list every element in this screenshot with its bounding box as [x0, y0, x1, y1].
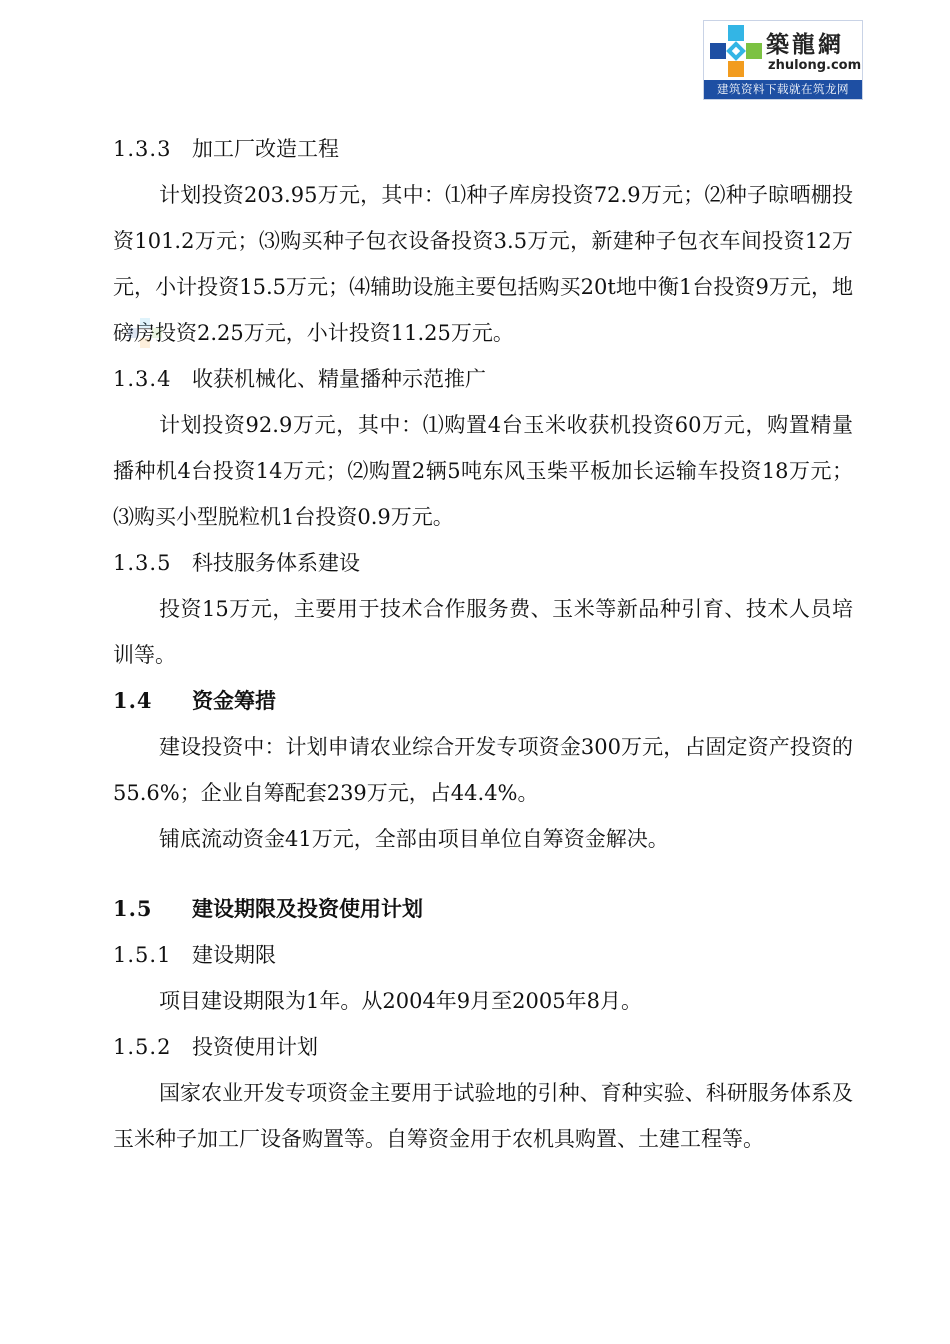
- section-number: 1.5.1: [113, 943, 172, 967]
- logo-slogan: 建筑资料下载就在筑龙网: [704, 80, 862, 99]
- logo-domain: zhulong.com: [768, 58, 862, 73]
- section-heading-1-3-3: [113, 126, 853, 172]
- section-heading-1-4: [113, 678, 853, 724]
- section-number: 1.3.5: [113, 551, 172, 575]
- paragraph-tech-service: 投资15万元，主要用于技术合作服务费、玉米等新品种引育、技术人员培训等。: [113, 597, 853, 667]
- section-heading-1-3-5: [113, 540, 853, 586]
- paragraph-funding-2: 铺底流动资金41万元，全部由项目单位自筹资金解决。: [159, 827, 669, 851]
- spacer: [113, 862, 853, 886]
- watermark-icon: [118, 318, 178, 348]
- paragraph-funding-1: 建设投资中：计划申请农业综合开发专项资金300万元，占固定资产投资的55.6%；企业自筹配套239万元，占44.4%。: [113, 735, 853, 805]
- section-title: 加工厂改造工程: [192, 137, 339, 161]
- paragraph-harvest-mechanization: 计划投资92.9万元，其中：⑴购置4台玉米收获机投资60万元，购置精量播种机4台投资14万元；⑵购置2辆5吨东风玉柴平板加长运输车投资18万元；⑶购买小型脱粒机1台投资0.9万元。: [113, 413, 853, 529]
- section-number: 1.4: [113, 688, 153, 713]
- paragraph-processing-plant: 计划投资203.95万元，其中：⑴种子库房投资72.9万元；⑵种子晾晒棚投资101.2万元；⑶购买种子包衣设备投资3.5万元，新建种子包衣车间投资12万元，小计投资15.5万元；⑷辅助设施主要包括购买20t地中衡1台投资9万元，地磅房投资2.25万元，小计投资11.25万元。: [113, 183, 853, 345]
- section-title: 收获机械化、精量播种示范推广: [192, 367, 486, 391]
- section-heading-1-5: [113, 886, 853, 932]
- section-heading-1-5-1: [113, 932, 853, 978]
- paragraph-investment-plan: 国家农业开发专项资金主要用于试验地的引种、育种实验、科研服务体系及玉米种子加工厂设备购置等。自筹资金用于农机具购置、土建工程等。: [113, 1081, 853, 1151]
- section-number: 1.3.4: [113, 367, 172, 391]
- section-title: 建设期限: [192, 943, 276, 967]
- section-title: 建设期限及投资使用计划: [192, 896, 423, 921]
- section-title: 资金筹措: [192, 688, 276, 713]
- section-title: 科技服务体系建设: [192, 551, 360, 575]
- paragraph-construction-period: 项目建设期限为1年。从2004年9月至2005年8月。: [159, 989, 642, 1013]
- section-number: 1.5.2: [113, 1035, 172, 1059]
- section-heading-1-3-4: [113, 356, 853, 402]
- document-body: [113, 126, 853, 1162]
- pinwheel-logo-icon: [708, 23, 764, 79]
- section-number: 1.3.3: [113, 137, 172, 161]
- zhulong-logo: [703, 20, 863, 100]
- section-title: 投资使用计划: [192, 1035, 318, 1059]
- section-number: 1.5: [113, 896, 153, 921]
- section-heading-1-5-2: [113, 1024, 853, 1070]
- logo-name-cn: 築龍網: [766, 31, 844, 58]
